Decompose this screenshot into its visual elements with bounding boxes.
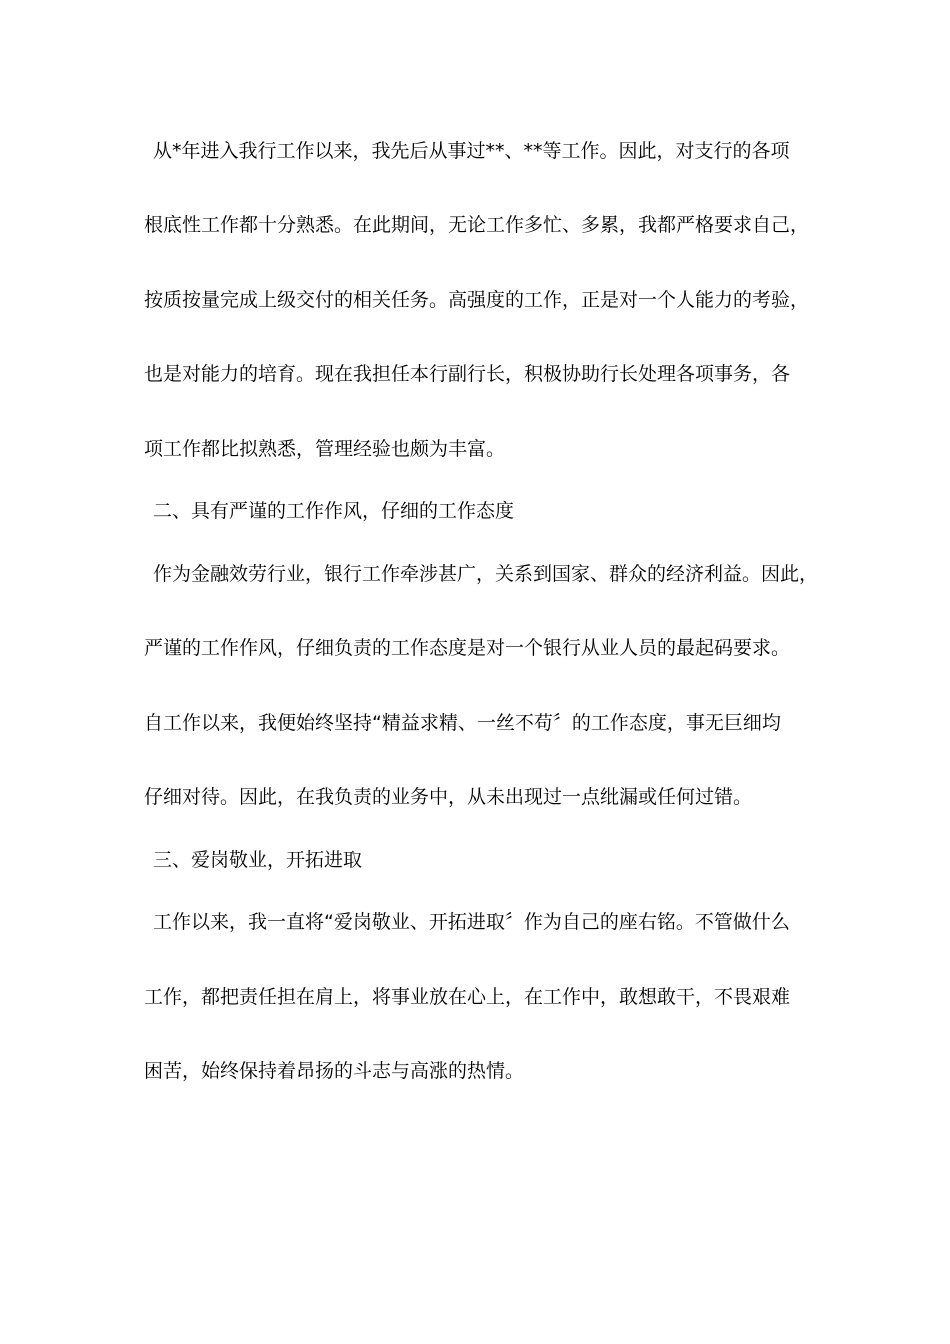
paragraph-line: 工作，都把责任担在肩上，将事业放在心上，在工作中，敢想敢干，不畏艰难	[144, 986, 791, 1008]
paragraph-line: 也是对能力的培育。现在我担任本行副行长，积极协助行长处理各项事务，各	[144, 363, 791, 385]
paragraph-line: 严谨的工作作风，仔细负责的工作态度是对一个银行从业人员的最起码要求。	[144, 637, 791, 659]
section-heading: 二、具有严谨的工作作风，仔细的工作态度	[153, 500, 515, 522]
section-heading: 三、爱岗敬业，开拓进取	[153, 849, 363, 871]
paragraph-line: 项工作都比拟熟悉，管理经验也颇为丰富。	[144, 438, 506, 460]
paragraph-line: 按质按量完成上级交付的相关任务。高强度的工作，正是对一个人能力的考验，	[144, 289, 810, 311]
paragraph-line: 根底性工作都十分熟悉。在此期间，无论工作多忙、多累，我都严格要求自己，	[144, 214, 810, 236]
paragraph-line: 作为金融效劳行业，银行工作牵涉甚广，关系到国家、群众的经济利益。因此，	[153, 563, 819, 585]
paragraph-line: 困苦，始终保持着昂扬的斗志与高涨的热情。	[144, 1060, 525, 1082]
paragraph-line: 自工作以来，我便始终坚持“精益求精、一丝不苟〞的工作态度，事无巨细均	[144, 712, 781, 734]
paragraph-line: 从*年进入我行工作以来，我先后从事过**、**等工作。因此，对支行的各项	[153, 140, 790, 162]
paragraph-line: 工作以来，我一直将“爱岗敬业、开拓进取〞作为自己的座右铭。不管做什么	[153, 911, 790, 933]
paragraph-line: 仔细对待。因此，在我负责的业务中，从未出现过一点纰漏或任何过错。	[144, 786, 753, 808]
